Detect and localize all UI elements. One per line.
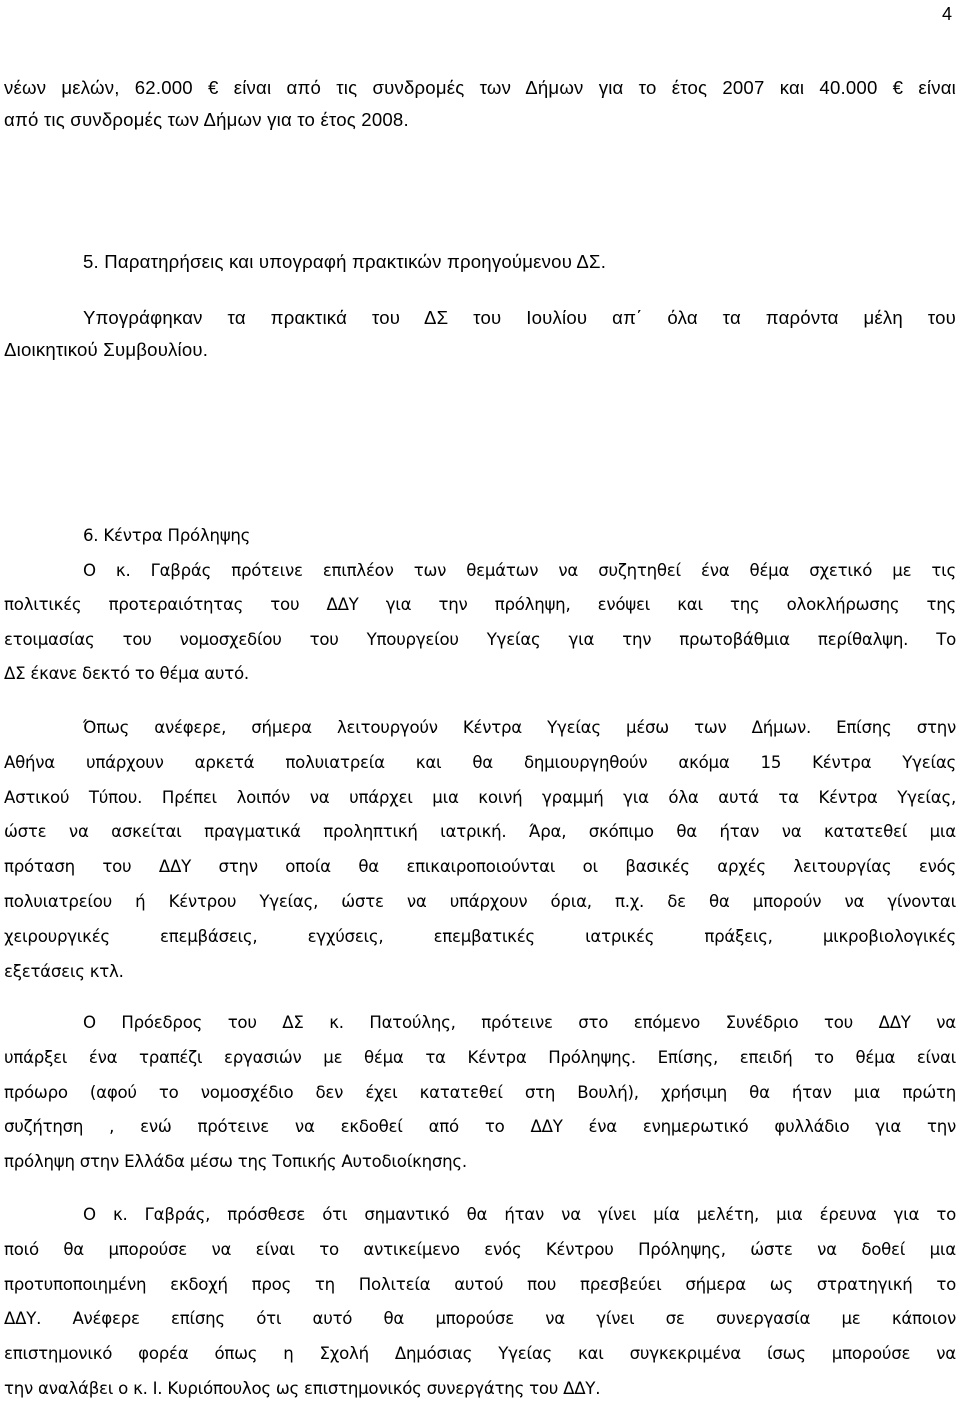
section-6-paragraph-2 [4, 711, 956, 989]
text-line: Ο κ. Γαβράς, πρόσθεσε ότι σημαντικό θα ήταν να γίνει μία μελέτη, μια έρευνα για το [83, 1205, 956, 1224]
text-line: ΔΣ έκανε δεκτό το θέμα αυτό. [4, 664, 249, 683]
page-number: 4 [941, 4, 952, 24]
text-line: την αναλάβει ο κ. Ι. Κυριόπουλος ως επιστημονικός συνεργάτης του ΔΔΥ. [4, 1378, 601, 1398]
section-6-paragraph-3 [4, 1006, 956, 1180]
section-heading: 6. Κέντρα Πρόληψης [83, 526, 251, 545]
section-6-paragraph-1 [4, 519, 956, 692]
section-heading: 5. Παρατηρήσεις και υπογραφή πρακτικών προηγούμενου ΔΣ. [83, 251, 607, 272]
text-line: Όπως ανέφερε, σήμερα λειτουργούν Κέντρα Υγείας μέσω των Δήμων. Επίσης στην [83, 718, 956, 737]
text-line: πρόωρο (αφού το νομοσχέδιο δεν έχει κατατεθεί στη Βουλή), χρήσιμη θα ήταν μια πρώτη [4, 1082, 956, 1102]
text-line: ποιό θα μπορούσε να είναι το αντικείμενο ενός Κέντρου Πρόληψης, ώστε να δοθεί μια [4, 1239, 956, 1259]
text-line: ΔΔΥ. Ανέφερε επίσης ότι αυτό θα μπορούσε να γίνει σε συνεργασία με κάποιον [4, 1309, 956, 1329]
section-5-paragraph [4, 302, 956, 366]
text-line: Αθήνα υπάρχουν αρκετά πολυιατρεία και θα δημιουργηθούν ακόμα 15 Κέντρα Υγείας [4, 752, 956, 772]
text-line: από τις συνδρομές των Δήμων για το έτος 2008. [4, 109, 409, 130]
text-line: Διοικητικού Συμβουλίου. [4, 339, 209, 360]
intro-paragraph [4, 72, 956, 136]
text-line: χειρουργικές επεμβάσεις, εγχύσεις, επεμβατικές ιατρικές πράξεις, μικροβιολογικές [4, 926, 956, 946]
text-line: ετοιμασίας του νομοσχεδίου του Υπουργείου Υγείας για την πρωτοβάθμια περίθαλψη. Το [4, 629, 956, 649]
text-line: Ο κ. Γαβράς πρότεινε επιπλέον των θεμάτων να συζητηθεί ένα θέμα σχετικό με τις [83, 560, 956, 580]
text-line: Ο Πρόεδρος του ΔΣ κ. Πατούλης, πρότεινε στο επόμενο Συνέδριο του ΔΔΥ να [83, 1013, 956, 1032]
text-line: προτυποποιημένη εκδοχή προς τη Πολιτεία αυτού που πρεσβεύει σήμερα ως στρατηγική το [4, 1274, 956, 1294]
text-line: εξετάσεις κτλ. [4, 961, 124, 981]
section-6-paragraph-4 [4, 1198, 956, 1407]
text-line: πρόταση του ΔΔΥ στην οποία θα επικαιροποιούνται οι βασικές αρχές λειτουργίας ενός [4, 857, 956, 877]
text-line: ώστε να ασκείται πραγματικά προληπτική ιατρική. Άρα, σκόπιμο θα ήταν να κατατεθεί μια [4, 822, 956, 842]
text-line: πολυιατρείου ή Κέντρου Υγείας, ώστε να υπάρχουν όρια, π.χ. δε θα μπορούν να γίνονται [4, 891, 956, 911]
text-line: πολιτικές προτεραιότητας του ΔΔΥ για την πρόληψη, ενόψει και της ολοκλήρωσης της [4, 595, 956, 614]
text-line: Αστικού Τύπου. Πρέπει λοιπόν να υπάρχει μια κοινή γραμμή για όλα αυτά τα Κέντρα Υγείας, [4, 787, 956, 807]
text-line: νέων μελών, 62.000 € είναι από τις συνδρομές των Δήμων για το έτος 2007 και 40.000 € είναι [4, 77, 956, 98]
text-line: υπάρξει ένα τραπέζι εργασιών με θέμα τα Κέντρα Πρόληψης. Επίσης, επειδή το θέμα είναι [4, 1047, 956, 1067]
text-line: πρόληψη στην Ελλάδα μέσω της Τοπικής Αυτοδιοίκησης. [4, 1152, 467, 1172]
text-line: Υπογράφηκαν τα πρακτικά του ΔΣ του Ιουλίου απ΄ όλα τα παρόντα μέλη του [83, 307, 956, 328]
section-5-heading-block [4, 246, 956, 278]
text-line: επιστημονικό φορέα όπως η Σχολή Δημόσιας Υγείας και συγκεκριμένα ίσως μπορούσε να [4, 1344, 956, 1364]
text-line: συζήτηση , ενώ πρότεινε να εκδοθεί από το ΔΔΥ ένα ενημερωτικό φυλλάδιο για την [4, 1117, 956, 1137]
